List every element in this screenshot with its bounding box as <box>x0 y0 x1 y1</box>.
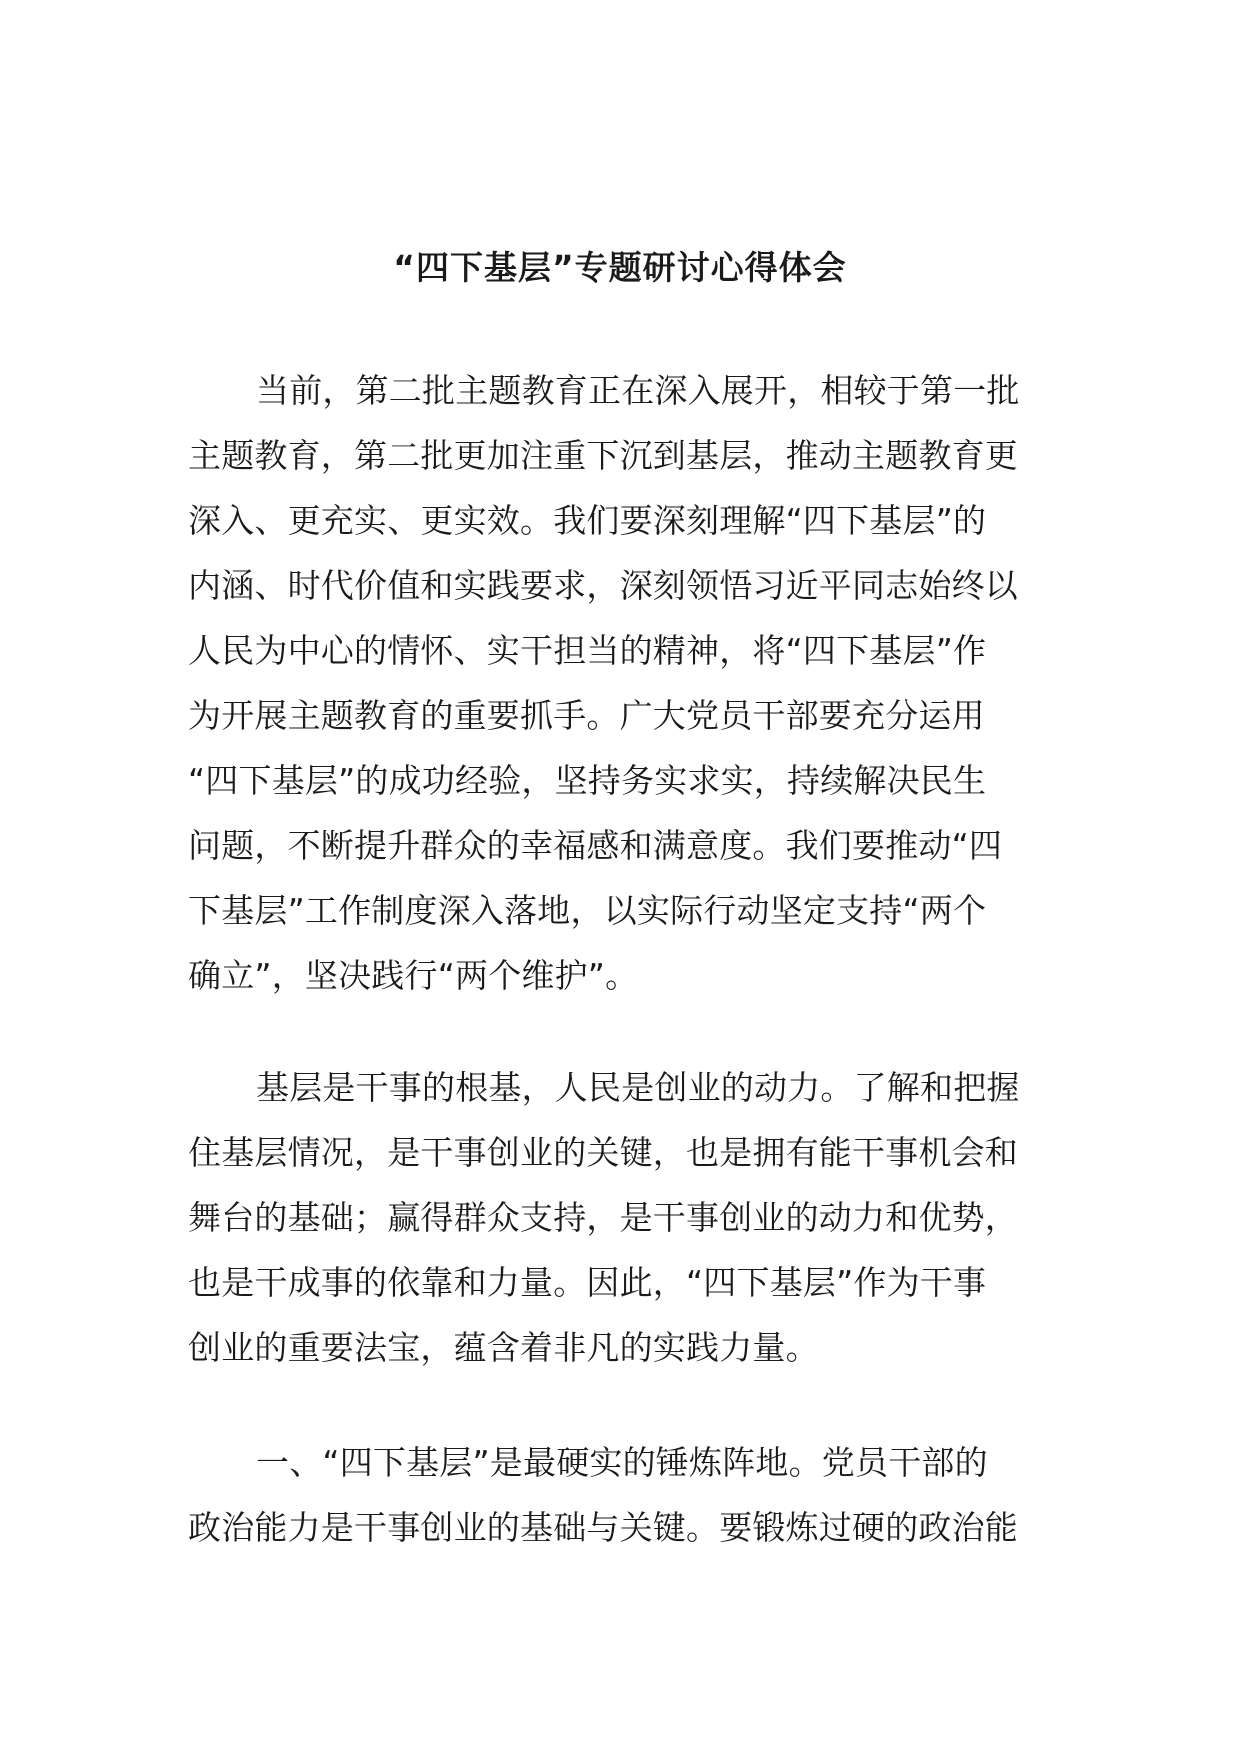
paragraph-line: 问题，不断提升群众的幸福感和满意度。我们要推动“四 <box>188 826 1003 865</box>
paragraph-line: 为开展主题教育的重要抓手。广大党员干部要充分运用 <box>188 696 985 735</box>
paragraph-line: 内涵、时代价值和实践要求，深刻领悟习近平同志始终以 <box>188 566 1018 605</box>
paragraph-line: 当前，第二批主题教育正在深入展开，相较于第一批 <box>256 371 1020 410</box>
paragraph-line: 深入、更充实、更实效。我们要深刻理解“四下基层”的 <box>188 501 987 540</box>
paragraph-3 <box>188 1430 1068 1560</box>
paragraph-1 <box>188 358 1068 1008</box>
paragraph-line: 主题教育，第二批更加注重下沉到基层，推动主题教育更 <box>188 436 1018 475</box>
paragraph-line: 确立”，坚决践行“两个维护”。 <box>188 956 639 995</box>
paragraph-line: 政治能力是干事创业的基础与关键。要锻炼过硬的政治能 <box>188 1508 1018 1547</box>
paragraph-line: 基层是干事的根基，人民是创业的动力。了解和把握 <box>256 1068 1020 1107</box>
paragraph-line: 人民为中心的情怀、实干担当的精神，将“四下基层”作 <box>188 631 987 670</box>
paragraph-2 <box>188 1055 1068 1380</box>
paragraph-line: “四下基层”的成功经验，坚持务实求实，持续解决民生 <box>188 761 987 800</box>
document-title: “四下基层”专题研讨心得体会 <box>393 248 847 287</box>
paragraph-line: 舞台的基础；赢得群众支持，是干事创业的动力和优势， <box>188 1198 1018 1237</box>
paragraph-line: 住基层情况，是干事创业的关键，也是拥有能干事机会和 <box>188 1133 1018 1172</box>
paragraph-line: 一、“四下基层”是最硬实的锤炼阵地。党员干部的 <box>256 1443 988 1482</box>
paragraph-line: 创业的重要法宝，蕴含着非凡的实践力量。 <box>188 1328 819 1367</box>
paragraph-line: 下基层”工作制度深入落地，以实际行动坚定支持“两个 <box>188 891 987 930</box>
paragraph-line: 也是干成事的依靠和力量。因此，“四下基层”作为干事 <box>188 1263 987 1302</box>
